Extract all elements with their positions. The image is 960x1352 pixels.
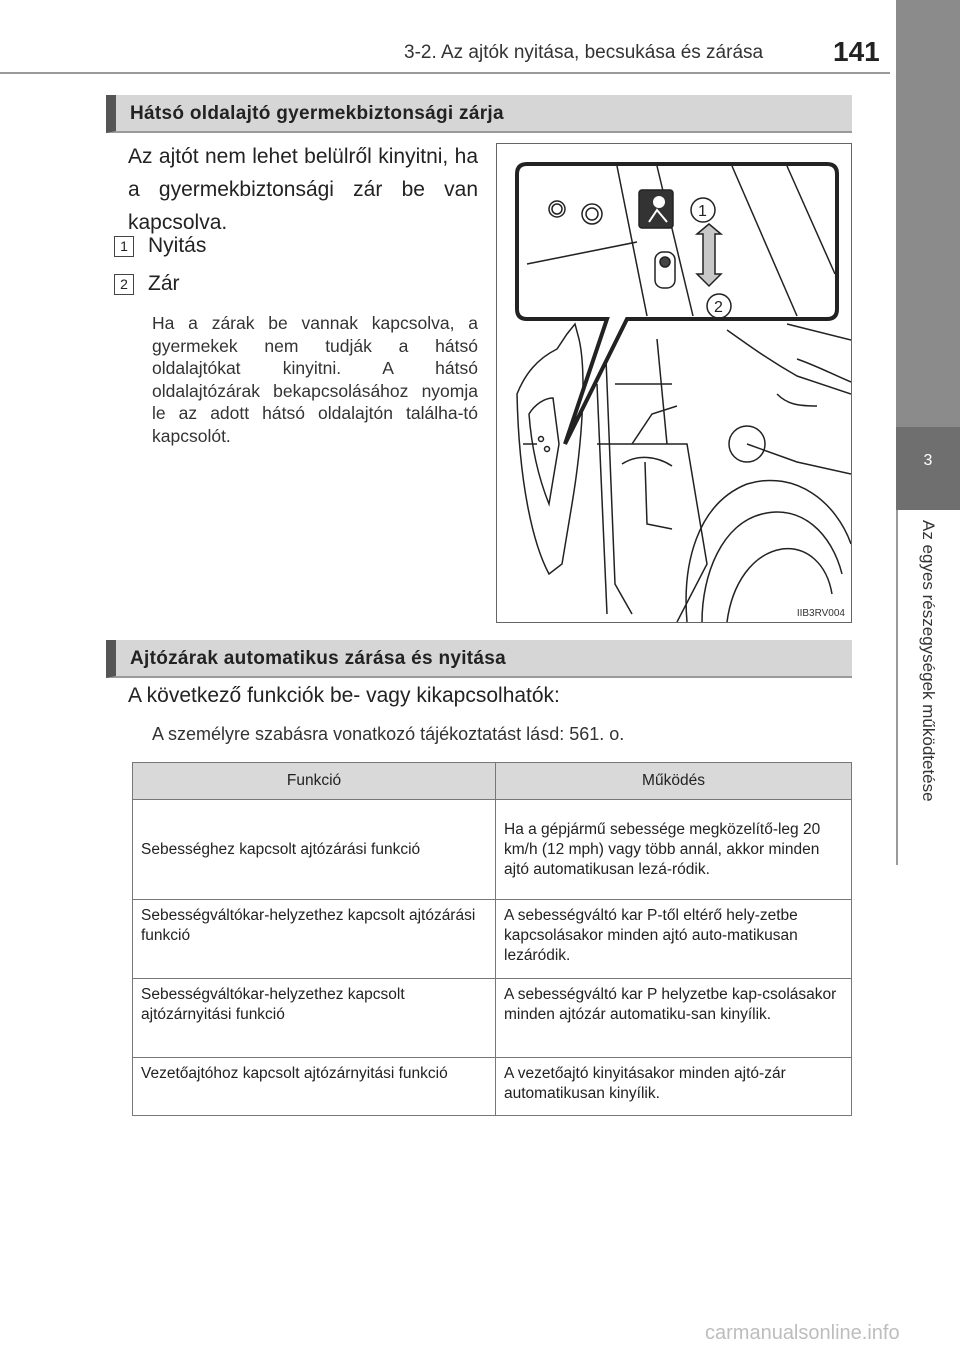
section-header-child-lock xyxy=(106,95,852,133)
functions-intro: A következő funkciók be- vagy kikapcsolhatók: xyxy=(128,684,560,707)
chapter-title: Az egyes részegységek működtetése xyxy=(919,520,938,802)
list-item-lock xyxy=(114,272,180,296)
item-label: Zár xyxy=(148,272,180,295)
functions-table xyxy=(132,762,852,1116)
table-header-row xyxy=(133,763,852,800)
function-cell: Vezetőajtóhoz kapcsolt ajtózárnyitási funkció xyxy=(133,1058,496,1116)
table-row xyxy=(133,979,852,1058)
operation-cell: A sebességváltó kar P helyzetbe kap-csolásakor minden ajtózár automatiku-san kinyílik. xyxy=(496,979,852,1058)
column-header-function: Funkció xyxy=(133,763,496,800)
operation-cell: Ha a gépjármű sebessége megközelítő-leg 20 km/h (12 mph) vagy több annál, akkor minden ajtó automatikusan lezá-ródik. xyxy=(496,800,852,900)
table-row xyxy=(133,1058,852,1116)
door-drawing xyxy=(497,144,851,622)
page-number: 141 xyxy=(833,36,880,67)
table-row xyxy=(133,800,852,900)
figure-code: IIB3RV004 xyxy=(796,608,845,619)
function-cell: Sebességhez kapcsolt ajtózárási funkció xyxy=(133,800,496,900)
child-lock-description: Az ajtót nem lehet belülről kinyitni, ha a gyermekbiztonsági zár be van kapcsolva. xyxy=(128,145,478,234)
operation-cell: A vezetőajtó kinyitásakor minden ajtó-zár automatikusan kinyílik. xyxy=(496,1058,852,1116)
chapter-side-tab xyxy=(896,0,960,1352)
watermark: carmanualsonline.info xyxy=(705,1322,900,1344)
callout-number-2: 2 xyxy=(714,299,723,316)
header-rule xyxy=(0,72,890,74)
item-label: Nyitás xyxy=(148,234,207,257)
side-tab-dark-band xyxy=(896,0,960,427)
list-item-unlock xyxy=(114,234,206,258)
section-title: Ajtózárak automatikus zárása és nyitása xyxy=(130,648,507,669)
customization-note: A személyre szabásra vonatkozó tájékoztatást lásd: 561. o. xyxy=(152,724,625,744)
function-cell: Sebességváltókar-helyzethez kapcsolt ajtózárnyitási funkció xyxy=(133,979,496,1058)
column-header-operation: Működés xyxy=(496,763,852,800)
child-lock-illustration xyxy=(496,143,852,623)
running-title: 3-2. Az ajtók nyitása, becsukása és zárása xyxy=(404,42,764,63)
callout-number-1: 1 xyxy=(698,203,707,220)
child-lock-note: Ha a zárak be vannak kapcsolva, a gyermekek nem tudják a hátsó oldalajtókat kinyitni. A hátsó oldalajtózárak bekapcsolásához nyomja le az adott hátsó oldalajtón találha-tó kapcsolót. xyxy=(152,313,478,446)
number-badge: 2 xyxy=(114,274,134,295)
section-header-auto-lock xyxy=(106,640,852,678)
section-title: Hátsó oldalajtó gyermekbiztonsági zárja xyxy=(130,103,504,124)
table-row xyxy=(133,900,852,979)
function-cell: Sebességváltókar-helyzethez kapcsolt ajtózárási funkció xyxy=(133,900,496,979)
number-badge: 1 xyxy=(114,236,134,257)
chapter-number: 3 xyxy=(923,452,933,469)
operation-cell: A sebességváltó kar P-től eltérő hely-zetbe kapcsolásakor minden ajtó auto-matikusan lezáródik. xyxy=(496,900,852,979)
